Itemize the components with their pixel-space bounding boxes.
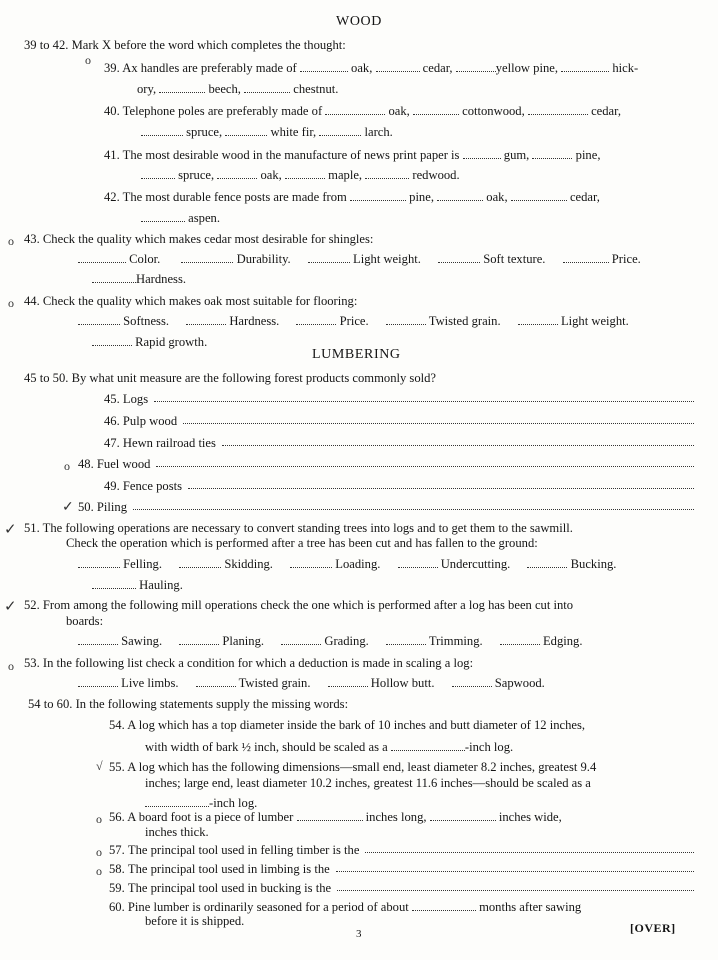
- answer-blank[interactable]: [456, 62, 496, 72]
- question-39-cont: ory, beech, chestnut.: [137, 82, 339, 96]
- answer-blank[interactable]: [386, 315, 426, 325]
- circle-mark: o: [8, 296, 14, 310]
- answer-blank[interactable]: [78, 253, 126, 263]
- answer-line[interactable]: [188, 479, 694, 489]
- question-51: 51. The following operations are necessary to convert standing trees into logs and to get them to the sawmill.: [24, 521, 573, 535]
- answer-blank[interactable]: [430, 811, 496, 821]
- q-number: 39.: [104, 61, 120, 75]
- answer-blank[interactable]: [328, 677, 368, 687]
- answer-blank[interactable]: [78, 315, 120, 325]
- answer-blank[interactable]: [527, 558, 567, 568]
- question-57: 57. The principal tool used in felling timber is the: [109, 843, 694, 858]
- question-56-line2: inches thick.: [145, 825, 209, 839]
- circle-mark: o: [96, 812, 102, 826]
- section-heading-lumbering: LUMBERING: [312, 347, 401, 362]
- answer-blank[interactable]: [225, 126, 267, 136]
- answer-blank[interactable]: [78, 558, 120, 568]
- question-46: 46. Pulp wood: [104, 414, 694, 429]
- circle-mark: o: [85, 53, 91, 67]
- answer-line[interactable]: [336, 862, 694, 872]
- answer-blank[interactable]: [78, 635, 118, 645]
- question-48: 48. Fuel wood: [78, 457, 694, 472]
- circle-mark: o: [64, 459, 70, 473]
- page-number: 3: [356, 928, 362, 940]
- answer-blank[interactable]: [217, 169, 257, 179]
- answer-blank[interactable]: [141, 212, 185, 222]
- answer-blank[interactable]: [438, 253, 480, 263]
- answer-blank[interactable]: [386, 635, 426, 645]
- answer-blank[interactable]: [300, 62, 348, 72]
- answer-blank[interactable]: [532, 149, 572, 159]
- answer-blank[interactable]: [145, 797, 209, 807]
- answer-line[interactable]: [156, 457, 694, 467]
- answer-blank[interactable]: [186, 315, 226, 325]
- answer-blank[interactable]: [511, 191, 567, 201]
- answer-blank[interactable]: [159, 83, 205, 93]
- answer-line[interactable]: [222, 436, 694, 446]
- question-40: 40. Telephone poles are preferably made of oak, cottonwood, cedar,: [104, 104, 621, 118]
- answer-line[interactable]: [154, 392, 694, 402]
- question-50: 50. Piling: [78, 500, 694, 515]
- answer-blank[interactable]: [325, 105, 385, 115]
- question-55: 55. A log which has the following dimensions—small end, least diameter 8.2 inches, greatest 9.4: [109, 760, 597, 774]
- answer-blank[interactable]: [376, 62, 420, 72]
- answer-blank[interactable]: [296, 315, 336, 325]
- answer-blank[interactable]: [244, 83, 290, 93]
- answer-blank[interactable]: [92, 336, 132, 346]
- answer-blank[interactable]: [413, 105, 459, 115]
- question-54: 54. A log which has a top diameter inside the bark of 10 inches and butt diameter of 12 inches,: [109, 718, 586, 732]
- question-59: 59. The principal tool used in bucking is the: [109, 881, 694, 896]
- answer-blank[interactable]: [141, 126, 183, 136]
- question-43-cont: Hardness.: [92, 272, 186, 287]
- answer-blank[interactable]: [78, 677, 118, 687]
- question-51-line2: Check the operation which is performed after a tree has been cut and has fallen to the ground:: [66, 536, 538, 550]
- q54-60-intro: 54 to 60. In the following statements supply the missing words:: [28, 697, 349, 711]
- answer-blank[interactable]: [319, 126, 361, 136]
- answer-line[interactable]: [133, 500, 694, 510]
- circle-mark: o: [96, 845, 102, 859]
- answer-blank[interactable]: [290, 558, 332, 568]
- answer-blank[interactable]: [528, 105, 588, 115]
- question-45: 45. Logs: [104, 392, 694, 407]
- check-mark: ✓: [4, 522, 17, 538]
- answer-blank[interactable]: [452, 677, 492, 687]
- q45-50-intro: 45 to 50. By what unit measure are the following forest products commonly sold?: [24, 371, 437, 385]
- answer-blank[interactable]: [463, 149, 501, 159]
- question-40-cont: spruce, white fir, larch.: [141, 125, 393, 140]
- answer-blank[interactable]: [179, 635, 219, 645]
- answer-blank[interactable]: [563, 253, 609, 263]
- answer-blank[interactable]: [398, 558, 438, 568]
- question-54-line2: with width of bark ½ inch, should be scaled as a -inch log.: [145, 740, 514, 754]
- answer-blank[interactable]: [308, 253, 350, 263]
- over-label: [OVER]: [630, 921, 676, 935]
- answer-blank[interactable]: [350, 191, 406, 201]
- answer-blank[interactable]: [391, 741, 465, 751]
- section-heading-wood: WOOD: [336, 14, 382, 29]
- answer-blank[interactable]: [196, 677, 236, 687]
- question-41: 41. The most desirable wood in the manufacture of news print paper is gum, pine,: [104, 148, 601, 162]
- question-44: 44. Check the quality which makes oak most suitable for flooring:: [24, 294, 358, 308]
- question-44-cont: Rapid growth.: [92, 335, 207, 350]
- answer-line[interactable]: [365, 843, 694, 853]
- circle-mark: o: [8, 659, 14, 673]
- answer-blank[interactable]: [181, 253, 233, 263]
- answer-blank[interactable]: [297, 811, 363, 821]
- answer-blank[interactable]: [285, 169, 325, 179]
- question-52-options: Sawing. Planing. Grading. Trimming. Edging.: [78, 634, 582, 649]
- question-55-line3: -inch log.: [145, 796, 257, 811]
- answer-blank[interactable]: [561, 62, 609, 72]
- answer-blank[interactable]: [92, 579, 136, 589]
- answer-blank[interactable]: [281, 635, 321, 645]
- answer-blank[interactable]: [179, 558, 221, 568]
- question-41-cont: spruce, oak, maple, redwood.: [141, 168, 460, 183]
- question-43: 43. Check the quality which makes cedar most desirable for shingles:: [24, 232, 374, 246]
- answer-line[interactable]: [337, 881, 694, 891]
- answer-blank[interactable]: [518, 315, 558, 325]
- answer-blank[interactable]: [365, 169, 409, 179]
- answer-blank[interactable]: [500, 635, 540, 645]
- question-44-options: Softness. Hardness. Price. Twisted grain. Light weight.: [78, 314, 629, 329]
- question-60-line2: before it is shipped.: [145, 914, 245, 928]
- question-42: 42. The most durable fence posts are made from pine, oak, cedar,: [104, 190, 600, 204]
- answer-blank[interactable]: [141, 169, 175, 179]
- question-39: 39. Ax handles are preferably made of oak, cedar, yellow pine, hick-: [104, 61, 639, 75]
- question-42-cont: aspen.: [141, 211, 220, 226]
- check-mark: ✓: [4, 599, 17, 615]
- question-52-line2: boards:: [66, 614, 104, 628]
- question-49: 49. Fence posts: [104, 479, 694, 494]
- check-mark: √: [96, 759, 103, 773]
- answer-blank[interactable]: [437, 191, 483, 201]
- circle-mark: o: [96, 864, 102, 878]
- question-43-options: Color. Durability. Light weight. Soft texture. Price.: [78, 252, 641, 267]
- question-60: 60. Pine lumber is ordinarily seasoned for a period of about months after sawing: [109, 900, 582, 914]
- question-53-options: Live limbs. Twisted grain. Hollow butt. Sapwood.: [78, 676, 545, 691]
- q39-42-intro: 39 to 42. Mark X before the word which completes the thought:: [24, 38, 346, 52]
- answer-line[interactable]: [183, 414, 694, 424]
- answer-blank[interactable]: [412, 901, 476, 911]
- question-56: 56. A board foot is a piece of lumber inches long, inches wide,: [109, 810, 562, 824]
- answer-blank[interactable]: [92, 273, 136, 283]
- circle-mark: o: [8, 234, 14, 248]
- check-mark: ✓: [62, 500, 74, 515]
- question-55-line2: inches; large end, least diameter 10.2 inches, greatest 11.6 inches—should be scaled as a: [145, 776, 591, 790]
- q-stem: Ax handles are preferably made of: [122, 61, 297, 75]
- question-53: 53. In the following list check a condition for which a deduction is made in scaling a log:: [24, 656, 474, 670]
- question-47: 47. Hewn railroad ties: [104, 436, 694, 451]
- question-52: 52. From among the following mill operations check the one which is performed after a log has been cut into: [24, 598, 574, 612]
- question-58: 58. The principal tool used in limbing is the: [109, 862, 694, 877]
- question-51-options: Felling. Skidding. Loading. Undercutting. Bucking.: [78, 557, 616, 572]
- question-51-cont: Hauling.: [92, 578, 183, 593]
